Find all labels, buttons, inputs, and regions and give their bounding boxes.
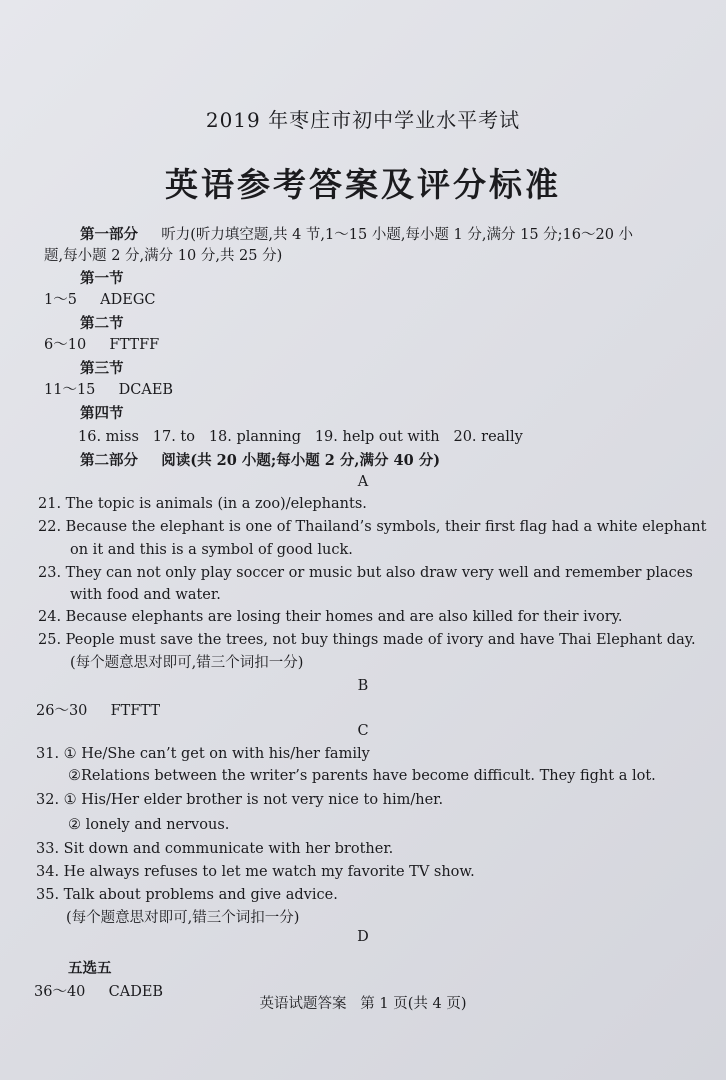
answer-22-line1: 22. Because the elephant is one of Thailand’s symbols, their first flag had a white elephant [38,519,707,535]
passage-b-answer: FTFTT [110,703,161,719]
part1-label: 第一部分 [80,226,138,243]
part2-header [80,452,440,470]
section2-label: 第二节 [80,315,124,332]
exam-subtitle: 2019 年枣庄市初中学业水平考试 [205,108,521,132]
section1-answers [44,292,156,309]
passage-b-label: B [357,678,369,694]
section3-range: 11～15 [44,382,96,398]
section2-range: 6～10 [44,337,87,353]
answer-33: 33. Sit down and communicate with her brother. [36,841,394,857]
section3-label: 第三节 [80,360,124,377]
section3-answers [44,382,173,399]
passage-c-label: C [357,723,369,739]
answer-32-part2: ② lonely and nervous. [68,817,230,833]
page-footer: 英语试题答案 第 1 页(共 4 页) [259,996,467,1012]
answer-24: 24. Because elephants are losing their homes and are also killed for their ivory. [38,609,623,625]
answer-34: 34. He always refuses to let me watch my favorite TV show. [36,864,475,880]
page-title: 英语参考答案及评分标准 [165,165,561,204]
part1-header [80,226,633,244]
passage-b-answers [36,703,160,720]
answer-23-line1: 23. They can not only play soccer or music but also draw very well and remember places [38,565,693,581]
passage-d-range: 36～40 [34,984,86,1000]
passage-d-subtitle: 五选五 [68,960,112,977]
section3-answer: DCAEB [118,382,174,398]
part2-desc: 阅读(共 20 小题;每小题 2 分,满分 40 分) [161,452,441,469]
section1-answer: ADEGC [100,292,156,308]
note-a: (每个题意思对即可,错三个词扣一分) [70,655,304,671]
note-c: (每个题意思对即可,错三个词扣一分) [66,910,300,926]
passage-a-label: A [357,474,369,490]
section4-answers: 16. miss 17. to 18. planning 19. help out with 20. really [78,429,523,445]
section1-range: 1～5 [44,292,77,308]
section2-answer: FTTFF [109,337,160,353]
section2-answers [44,337,159,354]
answer-21: 21. The topic is animals (in a zoo)/elephants. [38,496,367,512]
answer-31-part2: ②Relations between the writer’s parents have become difficult. They fight a lot. [68,768,656,784]
answer-23-line2: with food and water. [70,587,221,603]
part1-desc-line2: 题,每小题 2 分,满分 10 分,共 25 分) [44,248,283,264]
passage-d-label: D [357,929,369,945]
part2-label: 第二部分 [80,452,138,469]
answer-32-part1: 32. ① His/Her elder brother is not very nice to him/her. [36,792,444,808]
answer-22-line2: on it and this is a symbol of good luck. [70,542,353,558]
part1-desc-line1: 听力(听力填空题,共 4 节,1～15 小题,每小题 1 分,满分 15 分;16～20 小 [161,227,634,243]
section4-label: 第四节 [80,405,124,422]
answer-31-part1: 31. ① He/She can’t get on with his/her family [36,746,370,762]
section1-label: 第一节 [80,270,124,287]
answer-25: 25. People must save the trees, not buy things made of ivory and have Thai Elephant day. [38,632,696,648]
passage-d-answer: CADEB [108,984,164,1000]
answer-35: 35. Talk about problems and give advice. [36,887,338,903]
passage-b-range: 26～30 [36,703,88,719]
